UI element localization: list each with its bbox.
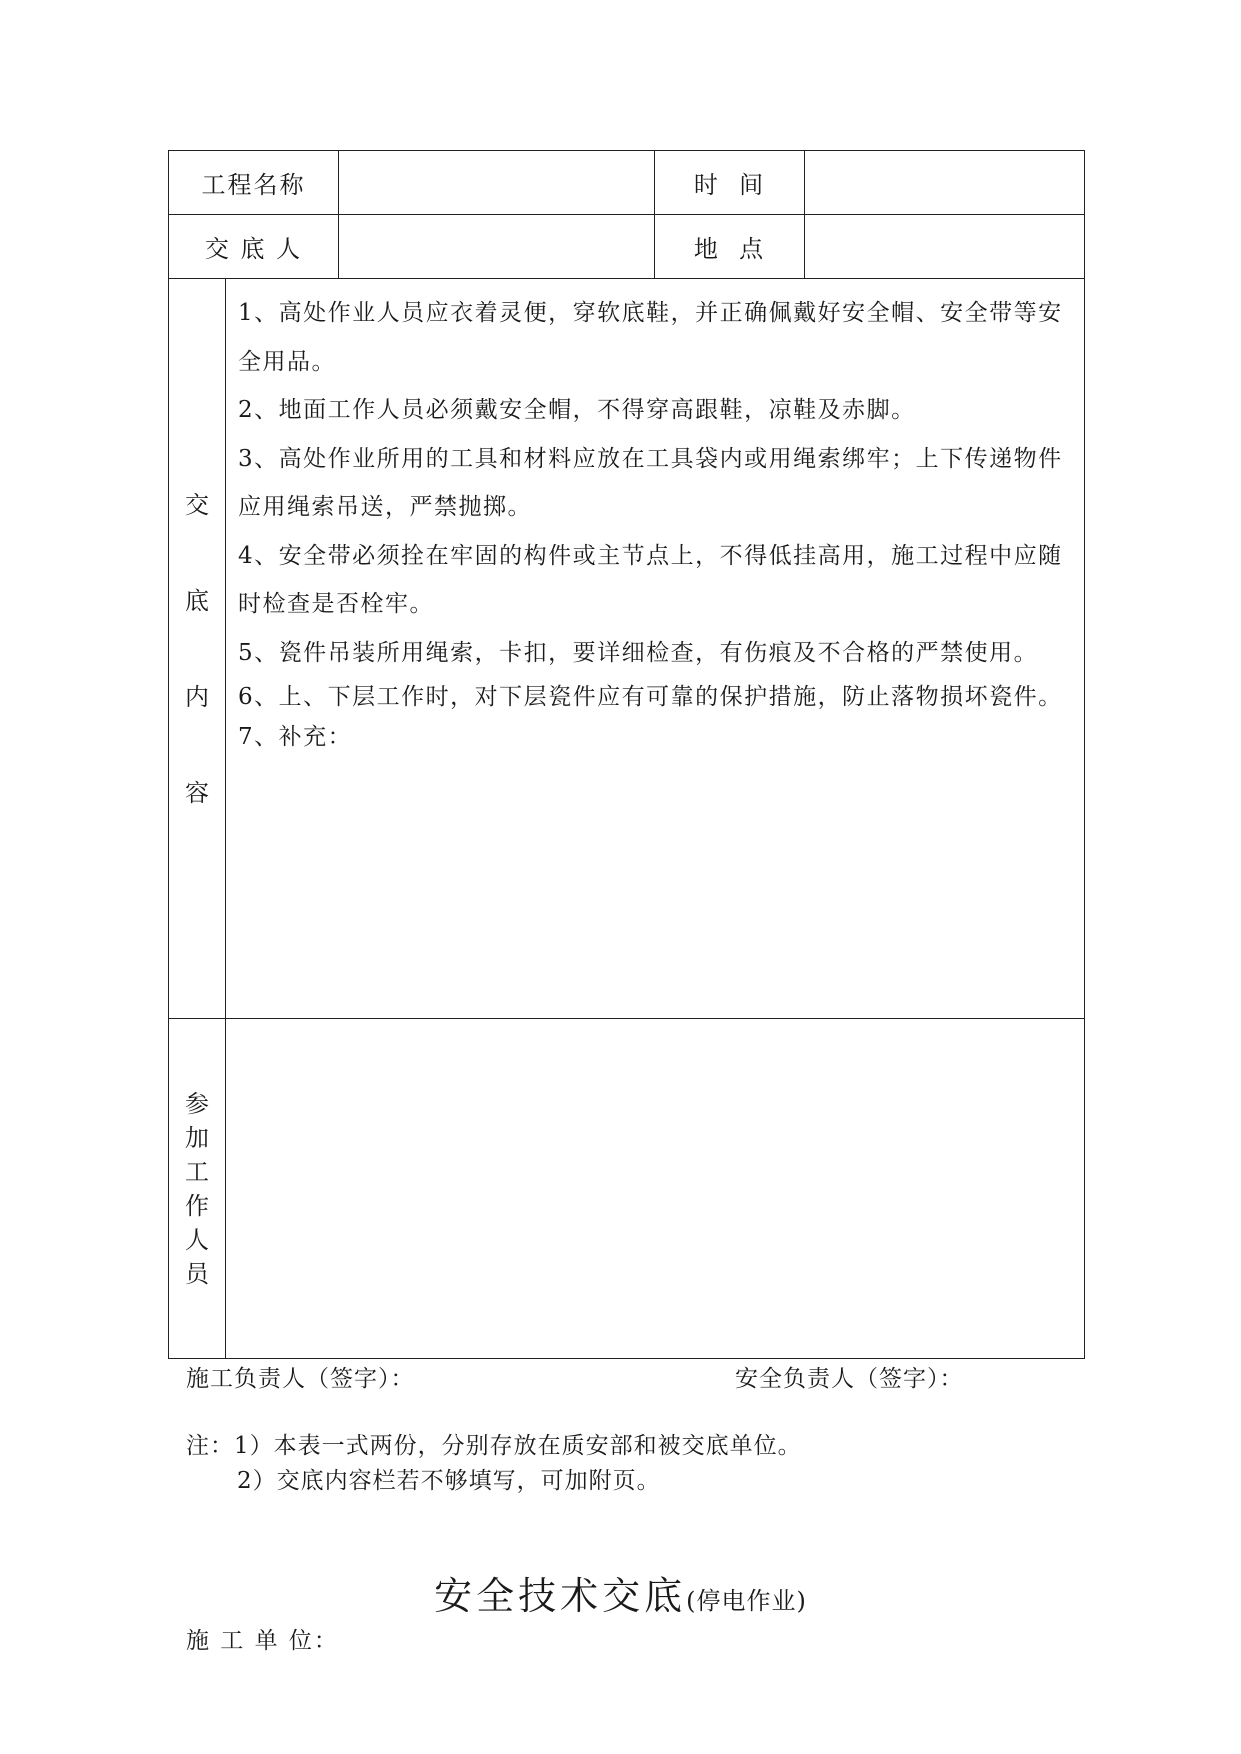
construction-lead-signature-label: 施工负责人（签字）： xyxy=(186,1366,415,1392)
content-line: 3、高处作业所用的工具和材料应放在工具袋内或用绳索绑牢；上下传递物件 xyxy=(238,445,1063,472)
next-form-title xyxy=(0,1565,1241,1620)
presenter-field[interactable] xyxy=(339,215,655,279)
participants-label-char: 参 xyxy=(185,1089,209,1118)
form-title-subtitle: (停电作业) xyxy=(686,1587,807,1615)
note-1: 注：1）本表一式两份，分别存放在质安部和被交底单位。 xyxy=(186,1433,802,1459)
participants-label-char: 员 xyxy=(185,1259,209,1288)
content-label-char: 底 xyxy=(185,586,209,615)
note-2: 2）交底内容栏若不够填写，可加附页。 xyxy=(237,1468,661,1494)
content-line: 4、安全带必须拴在牢固的构件或主节点上，不得低挂高用，施工过程中应随 xyxy=(238,542,1063,569)
content-label-char: 内 xyxy=(185,682,209,711)
participants-section-label xyxy=(169,1019,226,1359)
content-line: 时检查是否栓牢。 xyxy=(238,591,434,617)
content-line: 应用绳索吊送，严禁抛掷。 xyxy=(238,494,532,520)
participants-label-char: 工 xyxy=(185,1157,209,1186)
content-line: 5、瓷件吊装所用绳索，卡扣，要详细检查，有伤痕及不合格的严禁使用。 xyxy=(238,639,1039,666)
place-label: 地 点 xyxy=(655,215,805,279)
briefing-content-cell[interactable] xyxy=(226,279,1085,1019)
content-line: 6、上、下层工作时，对下层瓷件应有可靠的保护措施，防止落物损坏瓷件。 xyxy=(238,684,1063,710)
time-label: 时 间 xyxy=(655,151,805,215)
place-field[interactable] xyxy=(805,215,1085,279)
content-label-char: 交 xyxy=(185,490,209,519)
safety-briefing-form xyxy=(168,150,1085,1359)
participants-label-char: 作 xyxy=(185,1191,209,1220)
content-label-char: 容 xyxy=(185,778,209,807)
content-line: 2、地面工作人员必须戴安全帽，不得穿高跟鞋，凉鞋及赤脚。 xyxy=(238,397,916,423)
time-field[interactable] xyxy=(805,151,1085,215)
presenter-label: 交 底 人 xyxy=(169,215,339,279)
project-name-label: 工程名称 xyxy=(169,151,339,215)
form-title-main: 安全技术交底 xyxy=(434,1574,687,1618)
participants-field[interactable] xyxy=(226,1019,1085,1359)
construction-unit-label: 施 工 单 位： xyxy=(186,1628,339,1654)
participants-label-char: 人 xyxy=(185,1225,209,1254)
content-line: 全用品。 xyxy=(238,348,336,375)
content-line: 1、高处作业人员应衣着灵便，穿软底鞋，并正确佩戴好安全帽、安全带等安 xyxy=(238,300,1063,326)
project-name-field[interactable] xyxy=(339,151,655,215)
content-line: 7、补充： xyxy=(238,724,353,750)
safety-lead-signature-label: 安全负责人（签字）： xyxy=(735,1366,964,1392)
participants-label-char: 加 xyxy=(185,1123,209,1152)
content-section-label xyxy=(169,279,226,1019)
